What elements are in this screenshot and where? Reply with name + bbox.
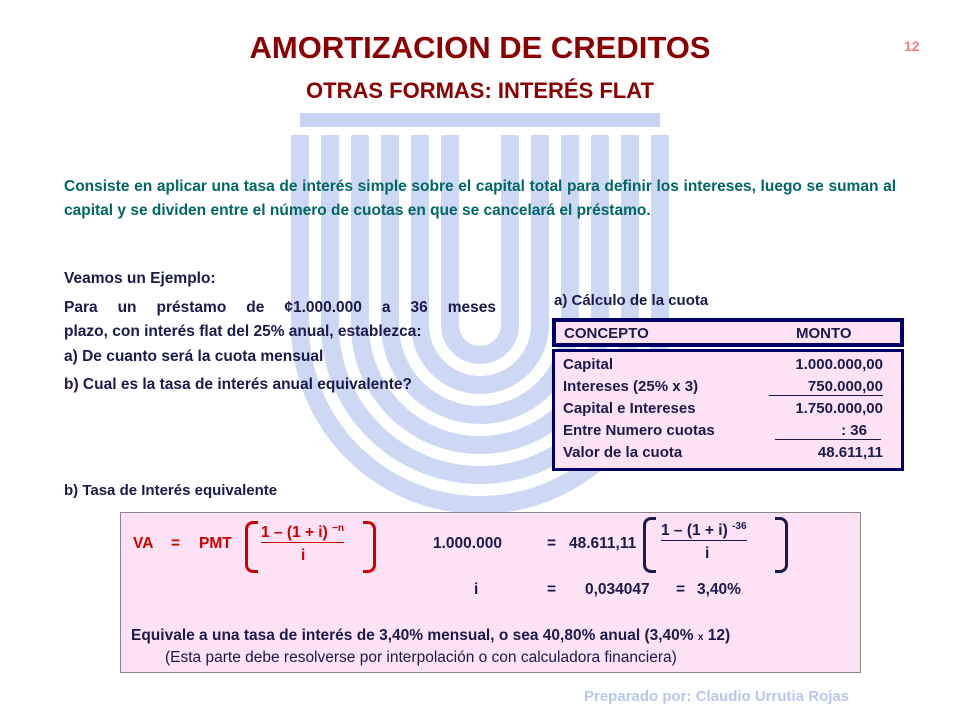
equals-sign: = xyxy=(547,535,557,552)
intro-paragraph: Consiste en aplicar una tasa de interés simple sobre el capital total para definir los intereses, luego se suman al capital y se dividen entre el número de cuotas en que se cancelará el préstamo. xyxy=(64,178,896,219)
i-result: 0,034047 xyxy=(585,581,650,598)
formula-va: VA xyxy=(133,535,154,552)
interpolation-note: (Esta parte debe resolverse por interpolación o con calculadora financiera) xyxy=(165,649,677,666)
row-monto: 1.000.000,00 xyxy=(795,356,883,373)
cuota-table-body xyxy=(552,349,904,471)
question-a: a) De cuanto será la cuota mensual xyxy=(64,348,324,365)
tasa-section-label: b) Tasa de Interés equivalente xyxy=(64,482,278,499)
formula-equals: = xyxy=(171,535,181,552)
conclusion-part-a: Equivale a una tasa de interés de 3,40% mensual, o sea 40,80% anual (3,40% xyxy=(131,627,694,644)
left-bracket xyxy=(245,521,258,573)
row-monto: 750.000,00 xyxy=(769,378,883,396)
times-sign: x xyxy=(697,632,704,643)
example-line-2: plazo, con interés flat del 25% anual, establezca: xyxy=(64,323,422,340)
fraction-numerator xyxy=(261,523,344,543)
right-bracket xyxy=(775,517,788,573)
col-concepto: CONCEPTO xyxy=(564,325,649,342)
row-concepto: Entre Numero cuotas xyxy=(563,422,715,439)
exponent-36: -36 xyxy=(732,521,747,532)
numerator-text: 1 – (1 + i) xyxy=(261,524,328,542)
equals-sign: = xyxy=(676,581,686,598)
conclusion-text xyxy=(131,627,730,645)
conclusion-part-b: 12) xyxy=(707,627,731,644)
example-line-1: Para un préstamo de ¢1.000.000 a 36 meses xyxy=(64,299,496,316)
row-monto: 48.611,11 xyxy=(817,444,883,461)
exponent-n: −n xyxy=(332,523,345,534)
footer-credit: Preparado por: Claudio Urrutia Rojas xyxy=(584,688,850,705)
numerator-text: 1 – (1 + i) xyxy=(661,522,728,540)
rhs-value: 48.611,11 xyxy=(569,535,637,552)
lhs-value: 1.000.000 xyxy=(433,535,502,552)
left-bracket xyxy=(643,517,656,573)
cuota-table-header xyxy=(552,318,904,347)
page-title: AMORTIZACION DE CREDITOS xyxy=(249,30,711,65)
col-monto: MONTO xyxy=(796,325,852,342)
formula-box xyxy=(120,512,861,673)
i-label: i xyxy=(474,581,479,598)
row-concepto: Capital e Intereses xyxy=(563,400,696,417)
page-number: 12 xyxy=(904,38,920,54)
page-subtitle: OTRAS FORMAS: INTERÉS FLAT xyxy=(306,78,654,103)
row-monto: : 36 xyxy=(775,422,881,440)
fraction-denominator: i xyxy=(705,545,710,562)
fraction-numerator xyxy=(661,521,747,541)
right-bracket xyxy=(363,521,376,573)
fraction-denominator: i xyxy=(301,547,306,564)
example-heading: Veamos un Ejemplo: xyxy=(64,270,216,287)
row-concepto: Valor de la cuota xyxy=(563,444,683,461)
cuota-section-label: a) Cálculo de la cuota xyxy=(554,292,709,309)
row-monto: 1.750.000,00 xyxy=(795,400,883,417)
i-percent: 3,40% xyxy=(697,581,741,598)
equals-sign: = xyxy=(547,581,557,598)
formula-pmt: PMT xyxy=(199,535,232,552)
row-concepto: Intereses (25% x 3) xyxy=(563,378,699,395)
row-concepto: Capital xyxy=(563,356,614,373)
question-b: b) Cual es la tasa de interés anual equivalente? xyxy=(64,376,413,393)
